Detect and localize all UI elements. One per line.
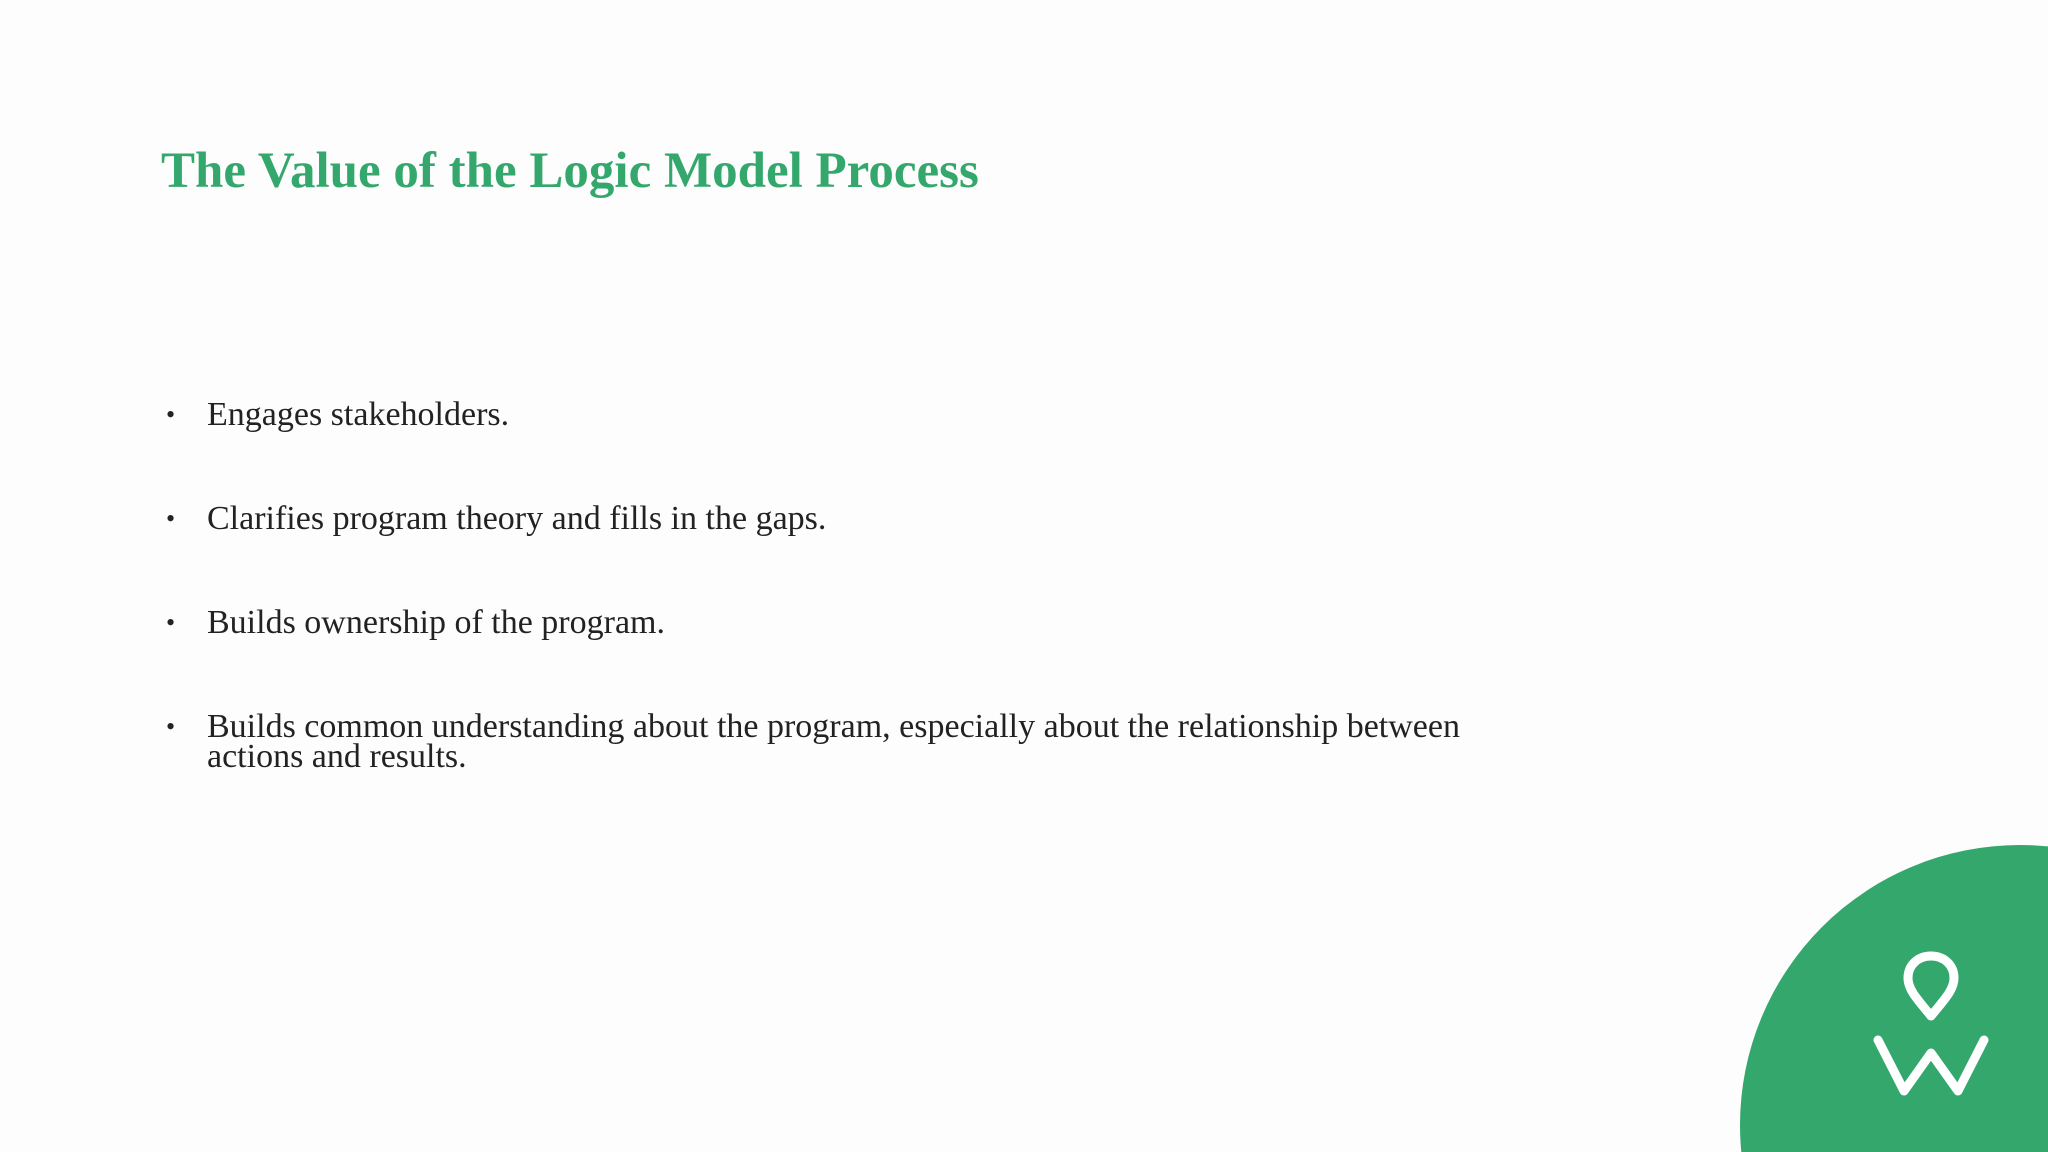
bullet-text: Clarifies program theory and fills in the gaps. (207, 500, 827, 537)
bullet-item (166, 604, 1466, 641)
bullet-marker: • (166, 712, 176, 741)
bullet-list (166, 396, 1466, 846)
bullet-item (166, 708, 1466, 775)
bullet-marker: • (166, 608, 176, 637)
slide-title: The Value of the Logic Model Process (161, 143, 979, 199)
bullet-marker: • (166, 400, 176, 429)
bullet-text: Builds common understanding about the program, especially about the relationship between actions and results. (207, 708, 1460, 775)
bullet-text: Builds ownership of the program. (207, 604, 665, 641)
bullet-text: Engages stakeholders. (207, 396, 510, 433)
location-pin-w-logo-icon (1870, 948, 1992, 1098)
bullet-marker: • (166, 504, 176, 533)
bullet-item (166, 396, 1466, 433)
bullet-item (166, 500, 1466, 537)
